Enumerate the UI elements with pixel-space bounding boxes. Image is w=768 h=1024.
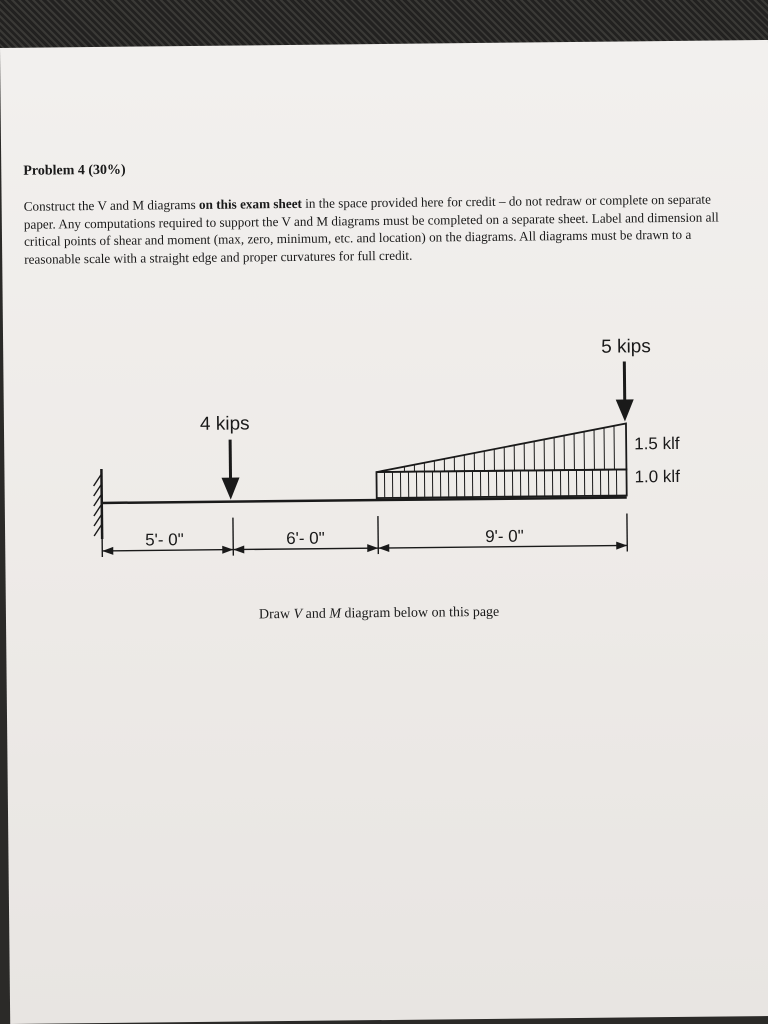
point-load-left-arrow (221, 440, 240, 500)
problem-title: Problem 4 (30%) (23, 162, 126, 179)
draw-note-text-1: Draw (258, 606, 294, 623)
draw-instruction (259, 605, 499, 624)
instructions-text-1: Construct the V and M diagrams (23, 196, 200, 214)
point-load-right-arrow (615, 361, 634, 421)
draw-note-v: V (293, 606, 303, 622)
dist-load-max-label: 1.5 klf (634, 433, 680, 454)
draw-note-m: M (329, 606, 342, 622)
dist-load-min-label: 1.0 klf (634, 466, 680, 487)
instructions-text-2: in the space provided here for credit – do not redraw or complete on separate paper. Any computations required to support the V and M diagrams must be completed on a separate sheet. Label and dimension all critical points of shear and moment (max, zero, minimum, etc. and location) on the diagrams. All diagrams must be drawn to a reasonable scale with a straight edge and proper curvatures for full credit. (23, 191, 719, 267)
beam-diagram (0, 40, 768, 1024)
dimension-label-2: 6'- 0" (286, 528, 325, 549)
draw-note-text-3: diagram below on this page (340, 604, 500, 622)
draw-note-text-2: and (302, 606, 330, 622)
dimension-label-1: 5'- 0" (145, 530, 184, 550)
exam-sheet (0, 40, 768, 1024)
beam-line (102, 497, 627, 502)
point-load-left-label: 4 kips (199, 413, 250, 435)
dimension-label-3: 9'- 0" (485, 526, 524, 546)
distributed-load (376, 423, 627, 498)
point-load-right-label: 5 kips (601, 336, 651, 358)
fixed-support (93, 469, 102, 539)
instructions-bold: on this exam sheet (198, 195, 302, 212)
